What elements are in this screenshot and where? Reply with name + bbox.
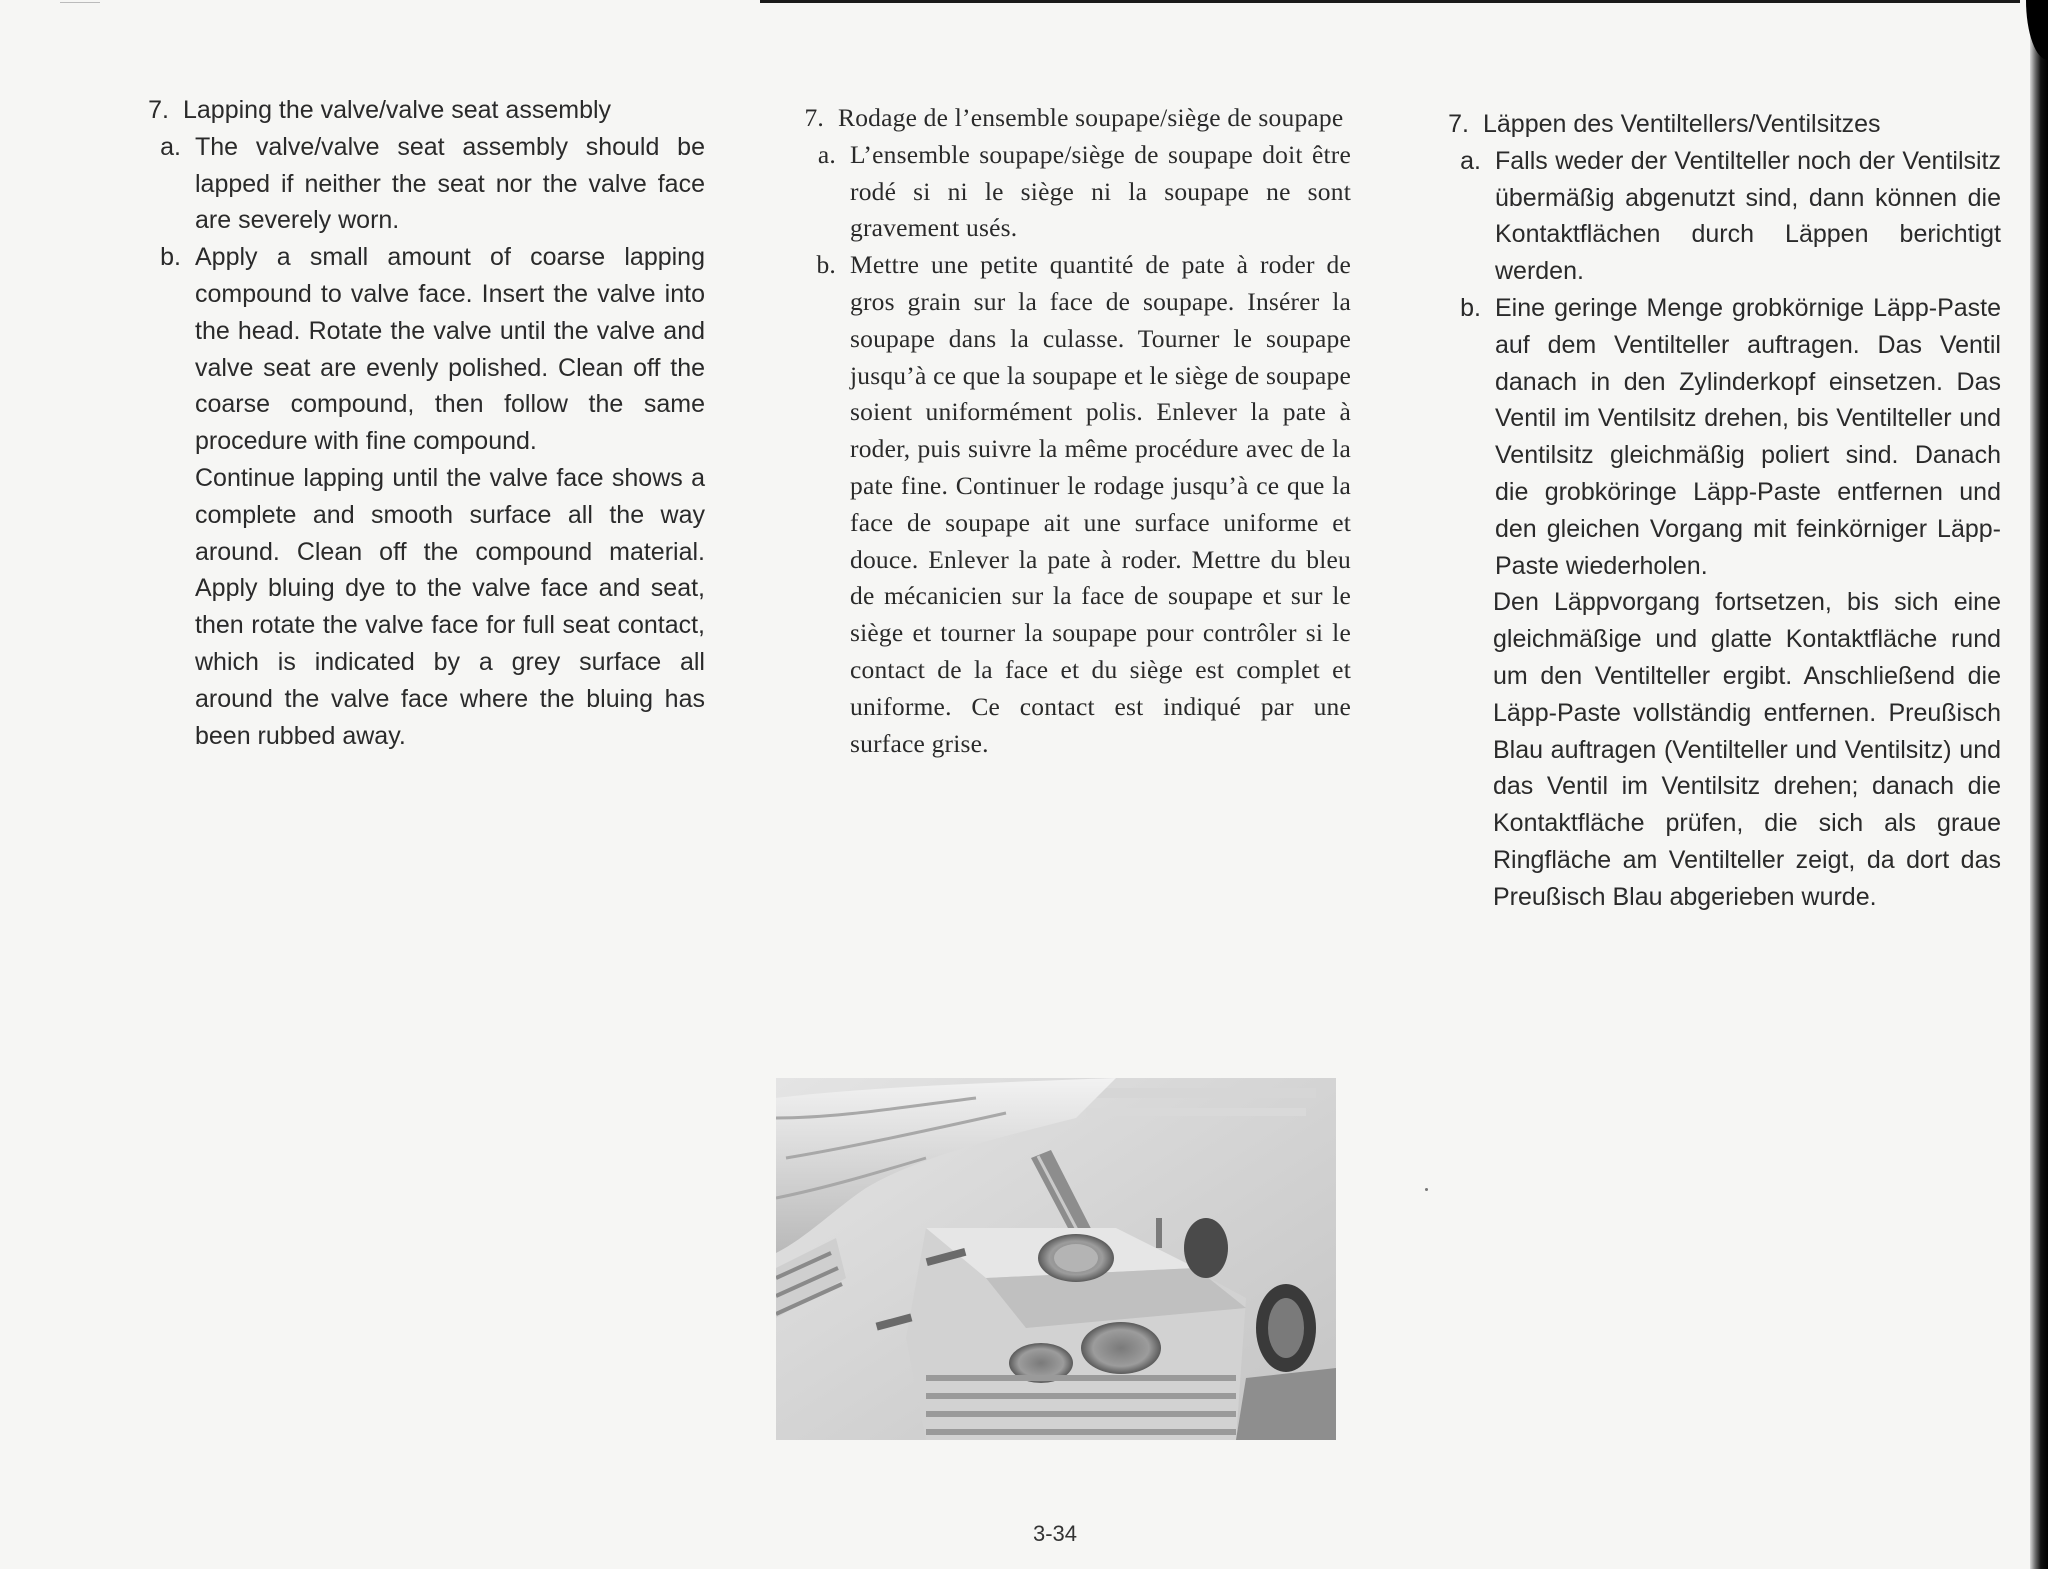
valve-lapping-photo <box>776 1078 1336 1440</box>
step-a-label: a. <box>1460 146 1481 175</box>
step-b-text: Apply a small amount of coarse lapping compound to valve face. Insert the valve into the head. Rotate the valve until the valve and valve seat are evenly polished. Clean off the coarse compound, then follow the same procedure with fine compound. <box>195 243 705 456</box>
english-heading <box>145 92 705 129</box>
heading-text: Lapping the valve/valve seat assembly <box>183 96 612 124</box>
heading-text: Läppen des Ventiltellers/Ventilsitzes <box>1483 110 1881 138</box>
german-step-b <box>1443 290 2001 584</box>
binding-edge-shadow <box>2030 0 2048 1569</box>
heading-text: Rodage de l’ensemble soupape/siège de soupape <box>838 103 1344 132</box>
english-step-b-continued: Continue lapping until the valve face shows a complete and smooth surface all the way around. Clean off the compound material. Apply bluing dye to the valve face and seat, then rotate the valve face for full seat contact, which is indicated by a grey surface all around the valve face where the bluing has been rubbed away. <box>195 463 705 750</box>
scan-mark <box>60 2 100 3</box>
french-heading <box>798 100 1351 137</box>
step-a-text: Falls weder der Ventilteller noch der Ventilsitz übermäßig abgenutzt sind, dann können die Kontaktflächen durch Läppen berichtigt werden. <box>1495 146 2001 286</box>
step-b-text: Mettre une petite quantité de pate à roder de gros grain sur la face de soupape. Insérer la soupape dans la culasse. Tourner le soupape jusqu’à ce que la soupape et le siège de soupape soient uniformément polis. Enlever la pate à roder, puis suivre la même procédure avec de la pate fine. Continuer le rodage jusqu’à ce que la face de soupape ait une surface uniforme et douce. Enlever la pate à roder. Mettre du bleu de mécanicien sur la face de soupape et sur le siège et tourner la soupape pour contrôler si le contact de la face et du siège est complet et uniforme. Ce contact est indiqué par une surface grise. <box>850 250 1351 758</box>
step-b-text: Eine geringe Menge grobkörnige Läpp-Paste auf dem Ventilteller auftragen. Das Ventil danach in den Zylinderkopf einsetzen. Das Ventil im Ventilsitz drehen, bis Ventilteller und Ventilsitz gleichmäßig poliert sind. Danach die grobköringe Läpp-Paste entfernen und den gleichen Vorgang mit feinkörniger Läpp-Paste wiederholen. <box>1495 293 2001 580</box>
step-a-text: The valve/valve seat assembly should be lapped if neither the seat nor the valve face are severely worn. <box>195 132 705 235</box>
step-a-text: L’ensemble soupape/siège de soupape doit être rodé si ni le siège ni la soupape ne sont gravement usés. <box>850 139 1351 243</box>
step-b-label: b. <box>1460 293 1481 322</box>
english-column <box>145 92 705 754</box>
heading-number: 7. <box>148 96 169 124</box>
heading-number: 7. <box>804 103 824 132</box>
french-step-a <box>798 137 1351 247</box>
cylinder-head-illustration <box>776 1078 1336 1440</box>
german-column <box>1443 106 2001 916</box>
page-number: 3-34 <box>1032 1521 1078 1546</box>
heading-number: 7. <box>1448 110 1469 138</box>
english-step-b <box>145 239 705 460</box>
step-a-label: a. <box>817 139 836 169</box>
step-a-label: a. <box>160 132 181 161</box>
scan-speck <box>1425 1188 1428 1191</box>
page-top-rule <box>760 0 2020 3</box>
step-b-label: b. <box>160 243 181 272</box>
german-step-a <box>1443 143 2001 290</box>
german-step-b-continued: Den Läppvorgang fortsetzen, bis sich eine gleichmäßige und glatte Kontaktfläche rund um den Ventilteller ergibt. Anschließend die Läpp-Paste vollständig entfernen. Preußisch Blau auftragen (Ventilteller und Ventilsitz) und das Ventil im Ventilsitz drehen; danach die Kontaktfläche prüfen, die sich als graue Ringfläche am Ventilteller zeigt, da dort das Preußisch Blau abgerieben wurde. <box>1493 588 2001 911</box>
step-b-label: b. <box>816 250 836 280</box>
english-step-a <box>145 129 705 239</box>
german-heading <box>1443 106 2001 143</box>
french-step-b <box>798 247 1351 762</box>
french-column <box>798 100 1351 762</box>
